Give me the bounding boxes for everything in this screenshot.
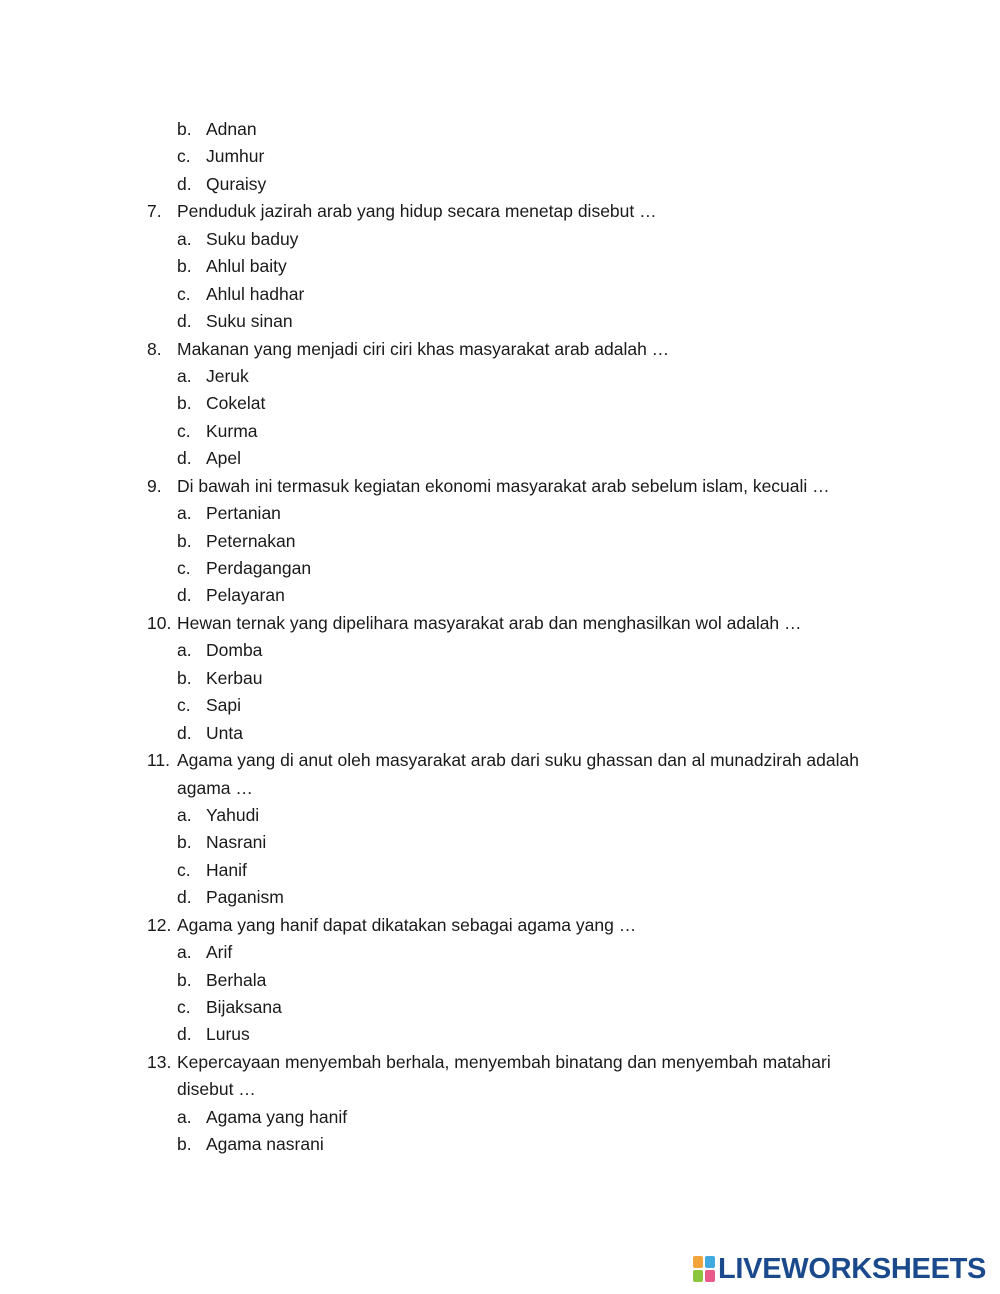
logo-tile-1 bbox=[693, 1256, 703, 1268]
option-text: Ahlul hadhar bbox=[206, 283, 305, 304]
answer-option[interactable] bbox=[0, 1104, 1000, 1131]
answer-option[interactable] bbox=[0, 445, 1000, 472]
question-10 bbox=[0, 610, 1000, 637]
question-text: agama … bbox=[177, 777, 253, 798]
answer-option[interactable] bbox=[0, 253, 1000, 280]
option-text: Kurma bbox=[206, 420, 258, 441]
option-text: Sapi bbox=[206, 695, 242, 716]
option-letter: a. bbox=[177, 640, 192, 661]
question-text-continued bbox=[0, 1076, 1000, 1103]
question-number: 9. bbox=[147, 475, 162, 496]
question-text: Agama yang hanif dapat dikatakan sebagai agama yang … bbox=[177, 914, 637, 935]
answer-option[interactable] bbox=[0, 555, 1000, 582]
option-text: Jeruk bbox=[206, 365, 249, 386]
option-text: Unta bbox=[206, 722, 243, 743]
brand-name: LIVEWORKSHEETS bbox=[718, 1252, 987, 1285]
question-text: Makanan yang menjadi ciri ciri khas masyarakat arab adalah … bbox=[177, 338, 670, 359]
answer-option[interactable] bbox=[0, 582, 1000, 609]
option-letter: b. bbox=[177, 969, 192, 990]
option-letter: a. bbox=[177, 503, 192, 524]
option-letter: b. bbox=[177, 530, 192, 551]
question-number: 10. bbox=[147, 612, 172, 633]
option-text: Ahlul baity bbox=[206, 256, 287, 277]
answer-option[interactable] bbox=[0, 171, 1000, 198]
answer-option[interactable] bbox=[0, 939, 1000, 966]
option-letter: d. bbox=[177, 1024, 192, 1045]
option-text: Suku baduy bbox=[206, 228, 299, 249]
question-11 bbox=[0, 747, 1000, 774]
answer-option[interactable] bbox=[0, 528, 1000, 555]
answer-option[interactable] bbox=[0, 390, 1000, 417]
option-text: Adnan bbox=[206, 119, 257, 139]
option-letter: a. bbox=[177, 942, 192, 963]
answer-option[interactable] bbox=[0, 1021, 1000, 1048]
liveworksheets-logo-icon bbox=[693, 1256, 715, 1282]
option-text: Pertanian bbox=[206, 503, 281, 524]
option-text: Bijaksana bbox=[206, 997, 282, 1017]
question-number: 8. bbox=[147, 338, 162, 359]
option-letter: a. bbox=[177, 365, 192, 386]
option-text: Agama nasrani bbox=[206, 1134, 324, 1155]
question-number: 12. bbox=[147, 914, 172, 935]
option-letter: d. bbox=[177, 585, 192, 606]
option-text: Pelayaran bbox=[206, 585, 285, 606]
question-number: 13. bbox=[147, 1051, 172, 1072]
answer-option[interactable] bbox=[0, 720, 1000, 747]
option-text: Agama yang hanif bbox=[206, 1106, 348, 1127]
question-8 bbox=[0, 336, 1000, 363]
option-text: Peternakan bbox=[206, 530, 296, 551]
answer-option[interactable] bbox=[0, 143, 1000, 170]
option-text: Kerbau bbox=[206, 667, 263, 688]
answer-option[interactable] bbox=[0, 884, 1000, 911]
option-text: Berhala bbox=[206, 969, 267, 990]
answer-option[interactable] bbox=[0, 829, 1000, 856]
option-text: Domba bbox=[206, 640, 263, 661]
option-letter: b. bbox=[177, 832, 192, 853]
option-letter: c. bbox=[177, 997, 191, 1017]
option-letter: d. bbox=[177, 722, 192, 743]
option-letter: b. bbox=[177, 119, 192, 139]
answer-option[interactable] bbox=[0, 994, 1000, 1021]
option-letter: d. bbox=[177, 311, 192, 332]
option-letter: d. bbox=[177, 448, 192, 469]
answer-option[interactable] bbox=[0, 500, 1000, 527]
question-text: Kepercayaan menyembah berhala, menyembah binatang dan menyembah matahari bbox=[177, 1051, 831, 1072]
answer-option[interactable] bbox=[0, 226, 1000, 253]
option-letter: a. bbox=[177, 1106, 192, 1127]
brand-watermark bbox=[693, 1254, 986, 1284]
question-text: disebut … bbox=[177, 1079, 256, 1100]
question-text: Penduduk jazirah arab yang hidup secara menetap disebut … bbox=[177, 201, 657, 222]
option-letter: b. bbox=[177, 256, 192, 277]
answer-option[interactable] bbox=[0, 857, 1000, 884]
option-letter: a. bbox=[177, 228, 192, 249]
option-letter: c. bbox=[177, 283, 191, 304]
option-text: Yahudi bbox=[206, 804, 260, 825]
option-letter: c. bbox=[177, 420, 191, 441]
worksheet-page bbox=[0, 116, 1000, 1159]
option-letter: a. bbox=[177, 804, 192, 825]
question-text: Di bawah ini termasuk kegiatan ekonomi masyarakat arab sebelum islam, kecuali … bbox=[177, 475, 830, 496]
question-number: 7. bbox=[147, 201, 162, 222]
option-text: Paganism bbox=[206, 887, 284, 908]
answer-option[interactable] bbox=[0, 281, 1000, 308]
question-text-continued bbox=[0, 775, 1000, 802]
question-number: 11. bbox=[147, 750, 171, 771]
answer-option[interactable] bbox=[0, 637, 1000, 664]
answer-option[interactable] bbox=[0, 418, 1000, 445]
question-13 bbox=[0, 1049, 1000, 1076]
option-text: Arif bbox=[206, 942, 233, 963]
option-text: Lurus bbox=[206, 1024, 250, 1045]
option-letter: b. bbox=[177, 393, 192, 414]
option-letter: b. bbox=[177, 667, 192, 688]
option-text: Quraisy bbox=[206, 173, 267, 194]
option-text: Hanif bbox=[206, 859, 247, 880]
logo-tile-4 bbox=[705, 1270, 715, 1282]
option-letter: c. bbox=[177, 146, 191, 167]
logo-tile-2 bbox=[705, 1256, 715, 1268]
logo-tile-3 bbox=[693, 1270, 703, 1282]
question-text: Hewan ternak yang dipelihara masyarakat arab dan menghasilkan wol adalah … bbox=[177, 612, 802, 633]
answer-option[interactable] bbox=[0, 665, 1000, 692]
option-letter: d. bbox=[177, 887, 192, 908]
question-12 bbox=[0, 912, 1000, 939]
option-letter: b. bbox=[177, 1134, 192, 1155]
option-letter: c. bbox=[177, 558, 191, 578]
option-letter: d. bbox=[177, 173, 192, 194]
question-7 bbox=[0, 198, 1000, 225]
option-text: Suku sinan bbox=[206, 311, 293, 332]
option-letter: c. bbox=[177, 859, 191, 880]
answer-option[interactable] bbox=[0, 967, 1000, 994]
answer-option[interactable] bbox=[0, 363, 1000, 390]
option-text: Jumhur bbox=[206, 146, 265, 167]
option-text: Nasrani bbox=[206, 832, 267, 853]
option-text: Perdagangan bbox=[206, 558, 312, 578]
question-9 bbox=[0, 473, 1000, 500]
option-letter: c. bbox=[177, 695, 191, 716]
option-text: Apel bbox=[206, 448, 242, 469]
answer-option[interactable] bbox=[0, 1131, 1000, 1158]
option-text: Cokelat bbox=[206, 393, 266, 414]
answer-option[interactable] bbox=[0, 802, 1000, 829]
question-text: Agama yang di anut oleh masyarakat arab dari suku ghassan dan al munadzirah adalah bbox=[177, 750, 859, 771]
answer-option[interactable] bbox=[0, 116, 1000, 143]
answer-option[interactable] bbox=[0, 692, 1000, 719]
answer-option[interactable] bbox=[0, 308, 1000, 335]
